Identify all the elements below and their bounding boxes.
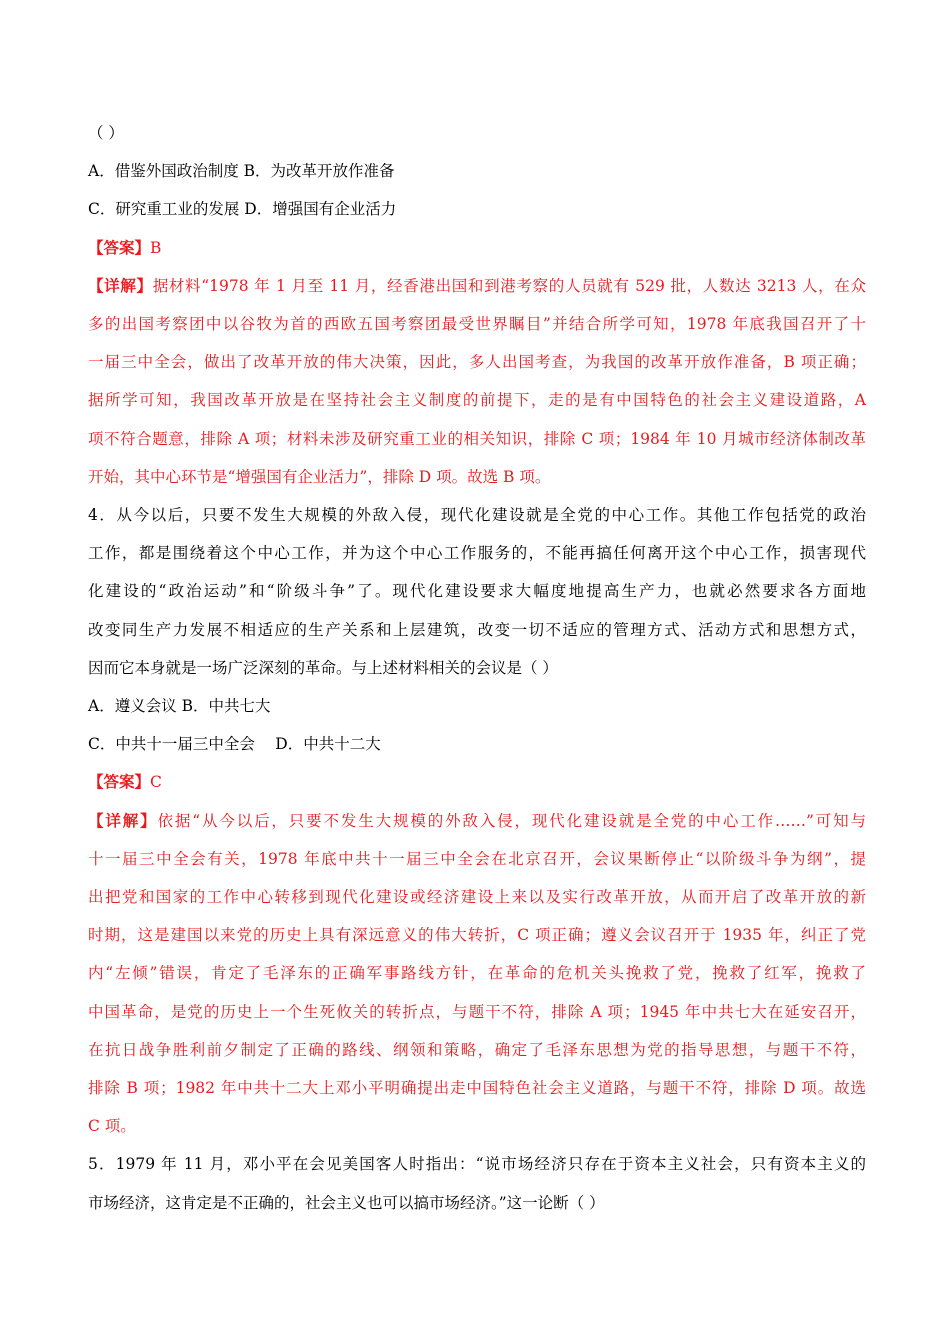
q3-options-line-2: C．研究重工业的发展 D．增强国有企业活力 (88, 200, 397, 219)
q4-stem-line-5: 因而它本身就是一场广泛深刻的革命。与上述材料相关的会议是（ ） (88, 658, 558, 677)
q3-answer-label: 【答案】 (88, 237, 151, 257)
q4-explain-line-9: C 项。 (88, 1117, 136, 1136)
q4-answer (88, 763, 866, 801)
q4-explain-line-2: 十一届三中全会有关，1978 年底中共十一届三中全会在北京召开，会议果断停止“以阶级斗争为纲”，提 (88, 849, 866, 868)
q3-explain-line-3: 一届三中全会，做出了改革开放的伟大决策，因此，多人出国考查，为我国的改革开放作准备，B 项正确； (88, 353, 866, 372)
q4-options-line-1: A．遵义会议 B．中共七大 (88, 697, 271, 716)
q4-explain-line-5: 内“左倾”错误，肯定了毛泽东的正确军事路线方针，在革命的危机关头挽救了党，挽救了红军，挽救了 (88, 964, 866, 983)
q4-stem-line-2: 工作，都是围绕着这个中心工作，并为这个中心工作服务的，不能再搞任何离开这个中心工作，损害现代 (88, 544, 866, 563)
q4-explain-label: 【详解】 (88, 810, 158, 830)
document-page (88, 114, 866, 1222)
q4-stem-line-1: 4．从今以后，只要不发生大规模的外敌入侵，现代化建设就是全党的中心工作。其他工作包括党的政治 (88, 506, 866, 525)
q3-explain-line-1 (88, 267, 866, 305)
q4-explain-line-8: 排除 B 项；1982 年中共十二大上邓小平明确提出走中国特色社会主义道路，与题干不符，排除 D 项。故选 (88, 1079, 866, 1098)
q4-answer-value: C (150, 773, 162, 792)
q3-explain-line-6: 开始，其中心环节是“增强国有企业活力”，排除 D 项。故选 B 项。 (88, 467, 551, 486)
q4-options-line-2: C．中共十一届三中全会 D．中共十二大 (88, 735, 381, 754)
q3-explain-text-1: 据材料“1978 年 1 月至 11 月，经香港出国和到港考察的人员就有 529 批，人数达 3213 人，在众 (152, 276, 866, 295)
q5-stem-line-2: 市场经济，这肯定是不正确的，社会主义也可以搞市场经济。”这一论断（ ） (88, 1193, 605, 1212)
q3-explain-line-2: 多的出国考察团中以谷牧为首的西欧五国考察团最受世界瞩目”并结合所学可知，1978 年底我国召开了十 (88, 315, 866, 334)
q3-options-line-1: A．借鉴外国政治制度 B．为改革开放作准备 (88, 162, 395, 181)
q4-stem-line-4: 改变同生产力发展不相适应的生产关系和上层建筑，改变一切不适应的管理方式、活动方式和思想方式， (88, 620, 866, 639)
q3-explain-line-5: 项不符合题意，排除 A 项；材料未涉及研究重工业的相关知识，排除 C 项；1984 年 10 月城市经济体制改革 (88, 429, 866, 448)
q5-stem-line-1: 5．1979 年 11 月，邓小平在会见美国客人时指出：“说市场经济只存在于资本主义社会，只有资本主义的 (88, 1155, 866, 1174)
q4-stem-line-3: 化建设的“政治运动”和“阶级斗争”了。现代化建设要求大幅度地提高生产力，也就必然要求各方面地 (88, 582, 866, 601)
q3-answer (88, 229, 866, 267)
q3-answer-value: B (150, 238, 162, 257)
q4-explain-line-6: 中国革命，是党的历史上一个生死攸关的转折点，与题干不符，排除 A 项；1945 年中共七大在延安召开， (88, 1002, 866, 1021)
q4-explain-line-1 (88, 802, 866, 840)
q3-explain-label: 【详解】 (88, 275, 153, 295)
q4-explain-line-7: 在抗日战争胜利前夕制定了正确的路线、纲领和策略，确定了毛泽东思想为党的指导思想，与题干不符， (88, 1040, 866, 1059)
q4-explain-text-1: 依据“从今以后，只要不发生大规模的外敌入侵，现代化建设就是全党的中心工作……”可知与 (157, 811, 866, 830)
q4-explain-line-4: 时期，这是建国以来党的历史上具有深远意义的伟大转折，C 项正确；遵义会议召开于 1935 年，纠正了党 (88, 926, 866, 945)
q4-explain-line-3: 出把党和国家的工作中心转移到现代化建设或经济建设上来以及实行改革开放，从而开启了改革开放的新 (88, 888, 866, 907)
q3-explain-line-4: 据所学可知，我国改革开放是在坚持社会主义制度的前提下，走的是有中国特色的社会主义建设道路，A (88, 391, 866, 410)
q4-answer-label: 【答案】 (88, 772, 151, 792)
q3-stem-tail: （ ） (88, 124, 124, 142)
